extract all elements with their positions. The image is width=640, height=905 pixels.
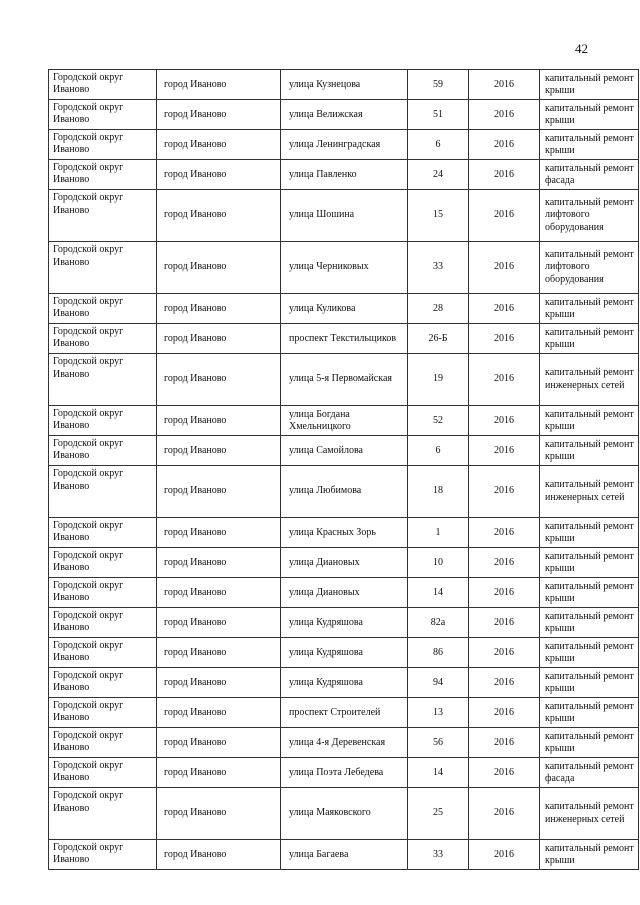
- street-cell: улица Кудряшова: [281, 638, 408, 668]
- city-cell: город Иваново: [157, 728, 281, 758]
- table-row: [49, 406, 639, 436]
- street-cell: улица Самойлова: [281, 436, 408, 466]
- year-cell: 2016: [469, 608, 540, 638]
- page-number: 42: [575, 41, 588, 56]
- year-cell: 2016: [469, 324, 540, 354]
- city-cell: город Иваново: [157, 294, 281, 324]
- table-row: [49, 466, 639, 518]
- district-cell: Городской округ Иваново: [49, 608, 157, 638]
- house-cell: 15: [408, 190, 469, 242]
- district-cell: Городской округ Иваново: [49, 466, 157, 518]
- house-cell: 13: [408, 698, 469, 728]
- city-cell: город Иваново: [157, 160, 281, 190]
- house-cell: 10: [408, 548, 469, 578]
- street-cell: улица Кудряшова: [281, 668, 408, 698]
- city-cell: город Иваново: [157, 758, 281, 788]
- street-cell: улица Шошина: [281, 190, 408, 242]
- work-type-cell: капитальный ремонт крыши: [540, 840, 639, 870]
- street-cell: улица Велижская: [281, 100, 408, 130]
- street-cell: улица Черниковых: [281, 242, 408, 294]
- street-cell: улица Богдана Хмельницкого: [281, 406, 408, 436]
- house-cell: 26-Б: [408, 324, 469, 354]
- table-row: [49, 608, 639, 638]
- house-cell: 94: [408, 668, 469, 698]
- city-cell: город Иваново: [157, 698, 281, 728]
- work-type-cell: капитальный ремонт инженерных сетей: [540, 788, 639, 840]
- district-cell: Городской округ Иваново: [49, 436, 157, 466]
- year-cell: 2016: [469, 466, 540, 518]
- table-row: [49, 758, 639, 788]
- district-cell: Городской округ Иваново: [49, 130, 157, 160]
- district-cell: Городской округ Иваново: [49, 578, 157, 608]
- table-row: [49, 160, 639, 190]
- year-cell: 2016: [469, 160, 540, 190]
- district-cell: Городской округ Иваново: [49, 100, 157, 130]
- street-cell: улица Диановых: [281, 548, 408, 578]
- work-type-cell: капитальный ремонт фасада: [540, 160, 639, 190]
- year-cell: 2016: [469, 190, 540, 242]
- table-row: [49, 548, 639, 578]
- city-cell: город Иваново: [157, 608, 281, 638]
- district-cell: Городской округ Иваново: [49, 788, 157, 840]
- work-type-cell: капитальный ремонт лифтового оборудования: [540, 190, 639, 242]
- city-cell: город Иваново: [157, 190, 281, 242]
- house-cell: 25: [408, 788, 469, 840]
- year-cell: 2016: [469, 840, 540, 870]
- city-cell: город Иваново: [157, 518, 281, 548]
- city-cell: город Иваново: [157, 100, 281, 130]
- table-row: [49, 436, 639, 466]
- table-row: [49, 728, 639, 758]
- work-type-cell: капитальный ремонт крыши: [540, 406, 639, 436]
- work-type-cell: капитальный ремонт крыши: [540, 70, 639, 100]
- city-cell: город Иваново: [157, 130, 281, 160]
- house-cell: 1: [408, 518, 469, 548]
- house-cell: 24: [408, 160, 469, 190]
- table-row: [49, 130, 639, 160]
- street-cell: улица Поэта Лебедева: [281, 758, 408, 788]
- year-cell: 2016: [469, 788, 540, 840]
- district-cell: Городской округ Иваново: [49, 548, 157, 578]
- city-cell: город Иваново: [157, 578, 281, 608]
- house-cell: 86: [408, 638, 469, 668]
- year-cell: 2016: [469, 354, 540, 406]
- year-cell: 2016: [469, 406, 540, 436]
- district-cell: Городской округ Иваново: [49, 70, 157, 100]
- year-cell: 2016: [469, 436, 540, 466]
- year-cell: 2016: [469, 518, 540, 548]
- year-cell: 2016: [469, 758, 540, 788]
- work-type-cell: капитальный ремонт крыши: [540, 100, 639, 130]
- table-row: [49, 242, 639, 294]
- street-cell: улица Маяковского: [281, 788, 408, 840]
- year-cell: 2016: [469, 70, 540, 100]
- city-cell: город Иваново: [157, 354, 281, 406]
- house-cell: 28: [408, 294, 469, 324]
- work-type-cell: капитальный ремонт лифтового оборудования: [540, 242, 639, 294]
- table-row: [49, 324, 639, 354]
- work-type-cell: капитальный ремонт крыши: [540, 130, 639, 160]
- house-cell: 14: [408, 578, 469, 608]
- district-cell: Городской округ Иваново: [49, 518, 157, 548]
- street-cell: улица Кудряшова: [281, 608, 408, 638]
- district-cell: Городской округ Иваново: [49, 324, 157, 354]
- year-cell: 2016: [469, 578, 540, 608]
- district-cell: Городской округ Иваново: [49, 160, 157, 190]
- district-cell: Городской округ Иваново: [49, 406, 157, 436]
- house-cell: 59: [408, 70, 469, 100]
- house-cell: 82а: [408, 608, 469, 638]
- district-cell: Городской округ Иваново: [49, 190, 157, 242]
- year-cell: 2016: [469, 294, 540, 324]
- street-cell: улица Любимова: [281, 466, 408, 518]
- street-cell: улица 4-я Деревенская: [281, 728, 408, 758]
- work-type-cell: капитальный ремонт крыши: [540, 698, 639, 728]
- city-cell: город Иваново: [157, 436, 281, 466]
- work-type-cell: капитальный ремонт крыши: [540, 638, 639, 668]
- year-cell: 2016: [469, 668, 540, 698]
- work-type-cell: капитальный ремонт инженерных сетей: [540, 466, 639, 518]
- repair-registry-table: [48, 69, 639, 870]
- house-cell: 6: [408, 436, 469, 466]
- street-cell: улица 5-я Первомайская: [281, 354, 408, 406]
- work-type-cell: капитальный ремонт крыши: [540, 578, 639, 608]
- house-cell: 56: [408, 728, 469, 758]
- table-row: [49, 190, 639, 242]
- city-cell: город Иваново: [157, 70, 281, 100]
- city-cell: город Иваново: [157, 324, 281, 354]
- work-type-cell: капитальный ремонт крыши: [540, 608, 639, 638]
- street-cell: проспект Строителей: [281, 698, 408, 728]
- street-cell: улица Кузнецова: [281, 70, 408, 100]
- work-type-cell: капитальный ремонт крыши: [540, 548, 639, 578]
- year-cell: 2016: [469, 242, 540, 294]
- district-cell: Городской округ Иваново: [49, 698, 157, 728]
- district-cell: Городской округ Иваново: [49, 840, 157, 870]
- street-cell: улица Багаева: [281, 840, 408, 870]
- house-cell: 14: [408, 758, 469, 788]
- table-row: [49, 788, 639, 840]
- city-cell: город Иваново: [157, 668, 281, 698]
- street-cell: улица Ленинградская: [281, 130, 408, 160]
- district-cell: Городской округ Иваново: [49, 354, 157, 406]
- table-row: [49, 840, 639, 870]
- table-row: [49, 294, 639, 324]
- street-cell: проспект Текстильщиков: [281, 324, 408, 354]
- work-type-cell: капитальный ремонт крыши: [540, 436, 639, 466]
- house-cell: 33: [408, 242, 469, 294]
- year-cell: 2016: [469, 728, 540, 758]
- year-cell: 2016: [469, 638, 540, 668]
- work-type-cell: капитальный ремонт крыши: [540, 668, 639, 698]
- city-cell: город Иваново: [157, 466, 281, 518]
- year-cell: 2016: [469, 130, 540, 160]
- street-cell: улица Куликова: [281, 294, 408, 324]
- city-cell: город Иваново: [157, 548, 281, 578]
- table-row: [49, 578, 639, 608]
- house-cell: 18: [408, 466, 469, 518]
- table-row: [49, 518, 639, 548]
- year-cell: 2016: [469, 548, 540, 578]
- street-cell: улица Павленко: [281, 160, 408, 190]
- work-type-cell: капитальный ремонт крыши: [540, 728, 639, 758]
- district-cell: Городской округ Иваново: [49, 728, 157, 758]
- table-row: [49, 70, 639, 100]
- house-cell: 52: [408, 406, 469, 436]
- city-cell: город Иваново: [157, 840, 281, 870]
- table-row: [49, 638, 639, 668]
- district-cell: Городской округ Иваново: [49, 294, 157, 324]
- year-cell: 2016: [469, 698, 540, 728]
- house-cell: 33: [408, 840, 469, 870]
- city-cell: город Иваново: [157, 638, 281, 668]
- table-row: [49, 354, 639, 406]
- city-cell: город Иваново: [157, 788, 281, 840]
- work-type-cell: капитальный ремонт крыши: [540, 294, 639, 324]
- street-cell: улица Диановых: [281, 578, 408, 608]
- district-cell: Городской округ Иваново: [49, 758, 157, 788]
- work-type-cell: капитальный ремонт инженерных сетей: [540, 354, 639, 406]
- work-type-cell: капитальный ремонт фасада: [540, 758, 639, 788]
- year-cell: 2016: [469, 100, 540, 130]
- house-cell: 19: [408, 354, 469, 406]
- table-row: [49, 668, 639, 698]
- city-cell: город Иваново: [157, 406, 281, 436]
- table-row: [49, 100, 639, 130]
- work-type-cell: капитальный ремонт крыши: [540, 518, 639, 548]
- city-cell: город Иваново: [157, 242, 281, 294]
- district-cell: Городской округ Иваново: [49, 242, 157, 294]
- district-cell: Городской округ Иваново: [49, 668, 157, 698]
- street-cell: улица Красных Зорь: [281, 518, 408, 548]
- table-row: [49, 698, 639, 728]
- house-cell: 6: [408, 130, 469, 160]
- work-type-cell: капитальный ремонт крыши: [540, 324, 639, 354]
- house-cell: 51: [408, 100, 469, 130]
- district-cell: Городской округ Иваново: [49, 638, 157, 668]
